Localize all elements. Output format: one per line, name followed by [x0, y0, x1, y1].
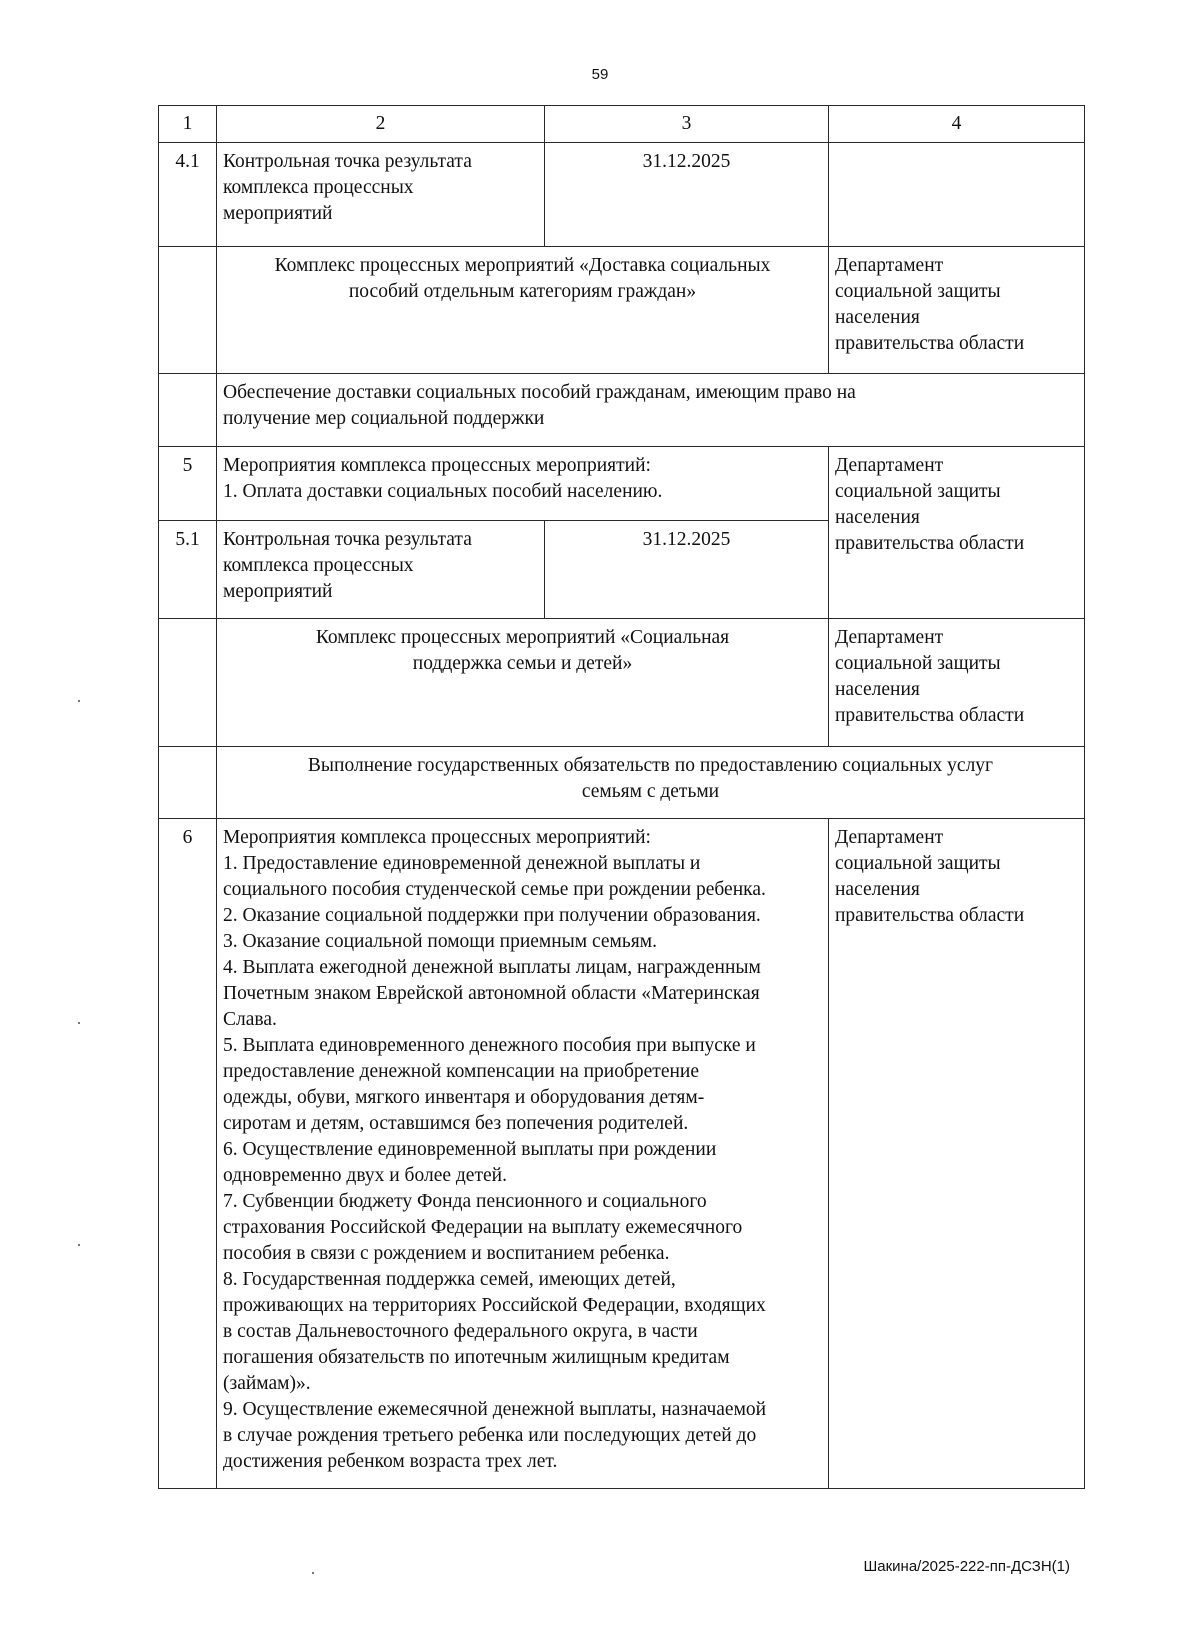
- text-line: комплекса процессных: [223, 555, 414, 576]
- table-row-6: [159, 819, 1085, 1489]
- measures-description: [217, 819, 829, 1489]
- text-line: 1. Предоставление единовременной денежной выплаты и: [223, 853, 701, 874]
- table-row-4-1: [159, 143, 1085, 247]
- text-line: мероприятий: [223, 203, 333, 224]
- text-line: одновременно двух и более детей.: [223, 1165, 507, 1186]
- text-line: семьям с детьми: [581, 781, 720, 802]
- text-line: страхования Российской Федерации на выплату ежемесячного: [223, 1217, 743, 1238]
- row-number: 5: [159, 447, 217, 521]
- complex-title: [217, 619, 829, 747]
- text-line: Департамент: [835, 827, 944, 848]
- row-number-empty: [159, 619, 217, 747]
- task-description: [217, 747, 1085, 819]
- text-line: правительства области: [835, 333, 1025, 354]
- scan-speck: [78, 1244, 80, 1246]
- text-line: (займам)».: [223, 1373, 311, 1394]
- text-line: социальной защиты: [835, 653, 1001, 674]
- row-number: 5.1: [159, 521, 217, 619]
- complex-row-delivery: [159, 247, 1085, 374]
- text-line: 4. Выплата ежегодной денежной выплаты лицам, награжденным: [223, 957, 761, 978]
- text-line: комплекса процессных: [223, 177, 414, 198]
- text-line: населения: [835, 307, 920, 328]
- header-col-1: 1: [159, 106, 217, 143]
- table-header-row: [159, 106, 1085, 143]
- text-line: социальной защиты: [835, 481, 1001, 502]
- text-line: социальной защиты: [835, 853, 1001, 874]
- text-line: населения: [835, 679, 920, 700]
- row-number-empty: [159, 747, 217, 819]
- responsible-empty: [829, 143, 1085, 247]
- complex-row-family: [159, 619, 1085, 747]
- text-line: социальной защиты: [835, 281, 1001, 302]
- text-line: 7. Субвенции бюджету Фонда пенсионного и социального: [223, 1191, 707, 1212]
- scan-speck: [78, 1022, 80, 1024]
- text-line: в состав Дальневосточного федерального округа, в части: [223, 1321, 698, 1342]
- text-line: 1. Оплата доставки социальных пособий населению.: [223, 481, 663, 502]
- table-row-5: [159, 447, 1085, 521]
- text-line: предоставление денежной компенсации на приобретение: [223, 1061, 700, 1082]
- text-line: сиротам и детям, оставшимся без попечения родителей.: [223, 1113, 689, 1134]
- task-row-delivery: [159, 374, 1085, 447]
- text-line: Контрольная точка результата: [223, 529, 472, 550]
- text-line: социального пособия студенческой семье при рождении ребенка.: [223, 879, 766, 900]
- control-point-date: 31.12.2025: [545, 521, 829, 619]
- text-line: населения: [835, 507, 920, 528]
- text-line: 8. Государственная поддержка семей, имеющих детей,: [223, 1269, 676, 1290]
- text-line: Почетным знаком Еврейской автономной области «Материнская: [223, 983, 760, 1004]
- text-line: Департамент: [835, 255, 944, 276]
- scan-speck: [78, 700, 80, 702]
- text-line: правительства области: [835, 705, 1025, 726]
- control-point-name: [217, 521, 545, 619]
- text-line: 3. Оказание социальной помощи приемным семьям.: [223, 931, 657, 952]
- row-number: 6: [159, 819, 217, 1489]
- text-line: Департамент: [835, 455, 944, 476]
- text-line: Комплекс процессных мероприятий «Доставка социальных: [274, 255, 771, 276]
- text-line: погашения обязательств по ипотечным жилищным кредитам: [223, 1347, 730, 1368]
- text-line: мероприятий: [223, 581, 333, 602]
- text-line: получение мер социальной поддержки: [223, 408, 545, 429]
- responsible-department: [829, 619, 1085, 747]
- control-point-name: [217, 143, 545, 247]
- text-line: Выполнение государственных обязательств по предоставлению социальных услуг: [307, 755, 994, 776]
- text-line: поддержка семьи и детей»: [412, 653, 633, 674]
- text-line: пособия в связи с рождением и воспитанием ребенка.: [223, 1243, 670, 1264]
- text-line: правительства области: [835, 905, 1025, 926]
- text-line: населения: [835, 879, 920, 900]
- task-row-family: [159, 747, 1085, 819]
- measures-description: [217, 447, 829, 521]
- text-line: Обеспечение доставки социальных пособий гражданам, имеющим право на: [223, 382, 856, 403]
- header-col-4: 4: [829, 106, 1085, 143]
- text-line: Мероприятия комплекса процессных мероприятий:: [223, 827, 651, 848]
- responsible-department: [829, 447, 1085, 619]
- text-line: Контрольная точка результата: [223, 151, 472, 172]
- text-line: 6. Осуществление единовременной выплаты при рождении: [223, 1139, 717, 1160]
- text-line: достижения ребенком возраста трех лет.: [223, 1451, 558, 1472]
- control-point-date: 31.12.2025: [545, 143, 829, 247]
- row-number-empty: [159, 374, 217, 447]
- header-col-2: 2: [217, 106, 545, 143]
- task-description: [217, 374, 1085, 447]
- responsible-department: [829, 819, 1085, 1489]
- text-line: пособий отдельным категориям граждан»: [348, 281, 697, 302]
- text-line: 2. Оказание социальной поддержки при получении образования.: [223, 905, 761, 926]
- document-footer: Шакина/2025-222-пп-ДСЗН(1): [863, 1558, 1070, 1575]
- page-number: 59: [591, 66, 609, 83]
- text-line: Мероприятия комплекса процессных мероприятий:: [223, 455, 651, 476]
- text-line: проживающих на территориях Российской Федерации, входящих: [223, 1295, 766, 1316]
- text-line: одежды, обуви, мягкого инвентаря и оборудования детям-: [223, 1087, 705, 1108]
- events-table: [158, 105, 1085, 1489]
- text-line: 5. Выплата единовременного денежного пособия при выпуске и: [223, 1035, 756, 1056]
- text-line: Департамент: [835, 627, 944, 648]
- text-line: в случае рождения третьего ребенка или последующих детей до: [223, 1425, 757, 1446]
- row-number-empty: [159, 247, 217, 374]
- complex-title: [217, 247, 829, 374]
- text-line: Слава.: [223, 1009, 277, 1030]
- responsible-department: [829, 247, 1085, 374]
- text-line: 9. Осуществление ежемесячной денежной выплаты, назначаемой: [223, 1399, 767, 1420]
- row-number: 4.1: [159, 143, 217, 247]
- text-line: правительства области: [835, 533, 1025, 554]
- scan-speck: [312, 1572, 314, 1574]
- header-col-3: 3: [545, 106, 829, 143]
- text-line: Комплекс процессных мероприятий «Социальная: [315, 627, 730, 648]
